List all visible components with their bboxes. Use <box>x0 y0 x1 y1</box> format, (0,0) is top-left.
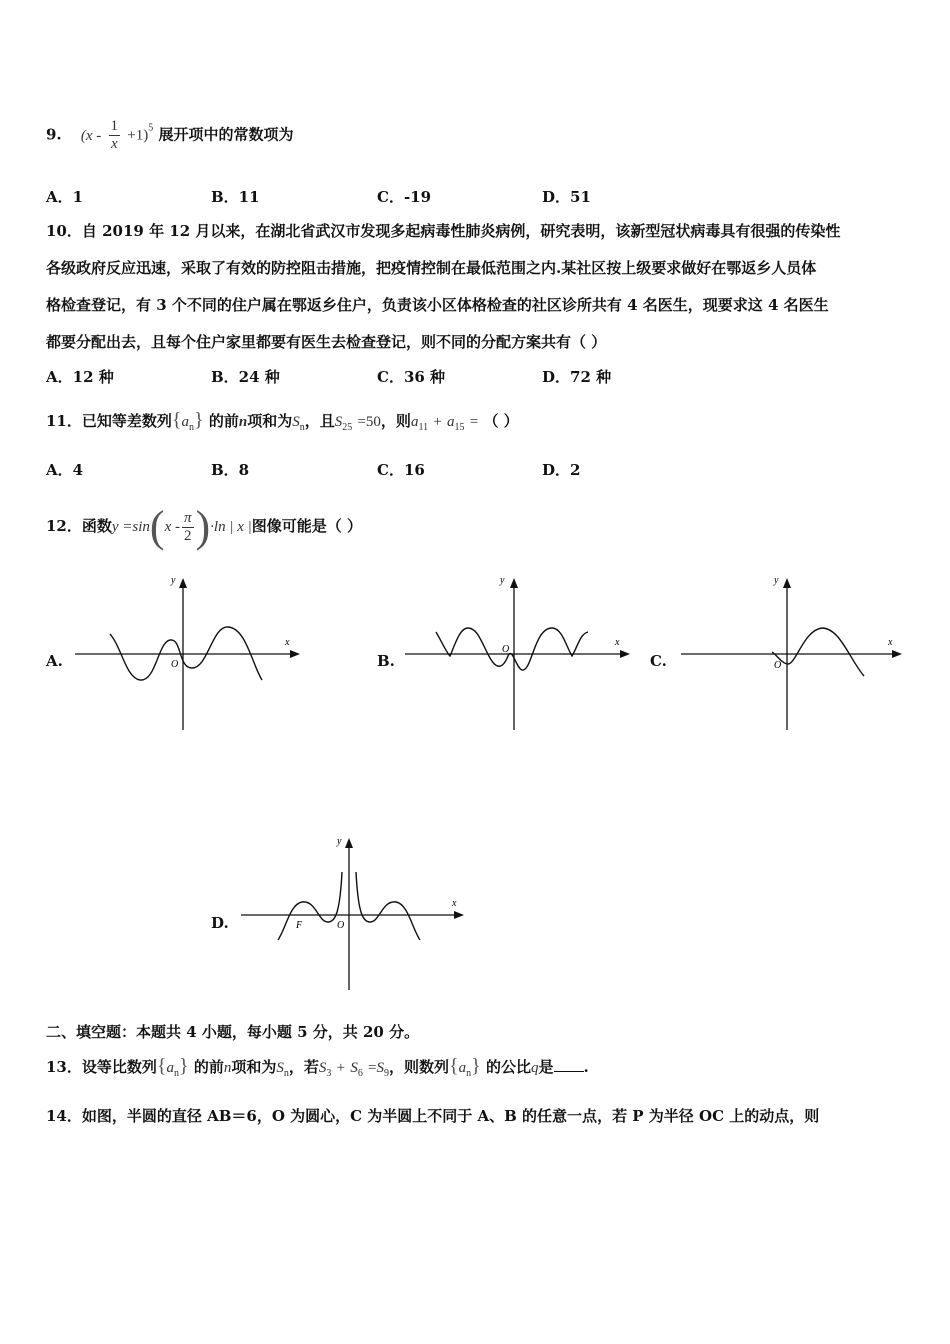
q12-pi-over-2: $\frac{\pi}{2}$ <box>183 509 192 544</box>
graph-d-origin: O <box>337 920 345 931</box>
graph-d-y-label: y <box>337 836 342 847</box>
q9-option-d[interactable]: D．51 <box>542 188 591 206</box>
q13-answer-blank[interactable] <box>554 1057 584 1072</box>
arrow-icon <box>345 838 353 848</box>
graph-a[interactable] <box>70 572 310 734</box>
q10-option-c[interactable]: C．36 种 <box>377 368 446 386</box>
graph-d-curve-right <box>356 872 420 940</box>
q10-line-4: 都要分配出去，且每个住户家里都要有医生去检查登记，则不同的分配方案共有（ ） <box>46 333 607 351</box>
q9-expr-open: (x - <box>80 127 102 144</box>
graph-d-label[interactable]: D. <box>211 914 229 932</box>
q11-option-c[interactable]: C．16 <box>377 461 425 479</box>
q11-s25: S <box>334 414 343 430</box>
graph-b-curve <box>436 628 588 670</box>
arrow-icon <box>892 650 902 658</box>
q9-option-c[interactable]: C．-19 <box>377 188 432 206</box>
q9-stem <box>46 118 294 153</box>
q13-number: 13．设等比数列 <box>46 1058 157 1076</box>
q11-option-a[interactable]: A．4 <box>46 461 84 479</box>
q10-option-b[interactable]: B．24 种 <box>211 368 280 386</box>
graph-b-origin: O <box>502 644 510 655</box>
q10-line-2: 各级政府反应迅速，采取了有效的防控阻击措施，把疫情控制在最低范围之内.某社区按上级要求做好在鄂返乡人员体 <box>46 259 817 277</box>
arrow-icon <box>179 578 187 588</box>
q11-sn: S <box>292 414 300 430</box>
graph-a-origin: O <box>171 659 179 670</box>
graph-c-curve <box>772 628 864 676</box>
graph-d[interactable] <box>236 832 476 994</box>
q13-stem: 13．设等比数列$\{a_n\}$ 的前n项和为$S_n$，若$S_3 + S_6 =S_9$，则数列$\{a_n\}$ 的公比q是 . <box>46 1055 589 1079</box>
graph-c-x-label: x <box>888 637 893 648</box>
q9-exponent: 5 <box>148 122 154 134</box>
q9-fraction: $\frac{1}{x}$ <box>110 118 119 152</box>
q10-line-1: 10．自 2019 年 12 月以来，在湖北省武汉市发现多起病毒性肺炎病例，研究表明，该新型冠状病毒具有很强的传染性 <box>46 222 841 240</box>
arrow-icon <box>510 578 518 588</box>
graph-b-x-label: x <box>615 637 620 648</box>
q9-expr-close: +1) <box>127 127 149 144</box>
arrow-icon <box>620 650 630 658</box>
arrow-icon <box>290 650 300 658</box>
arrow-icon <box>454 911 464 919</box>
graph-c-origin: O <box>774 660 782 671</box>
graph-a-x-label: x <box>285 637 290 648</box>
graph-d-x-label: x <box>452 898 457 909</box>
q10-line-3: 格检查登记，有 3 个不同的住户属在鄂返乡住户，负责该小区体格检查的社区诊所共有 4 名医生，现要求这 4 名医生 <box>46 296 829 314</box>
q12-stem: 12．函数y =sin(x - $\frac{\pi}{2}$ )·ln | x |图像可能是（ ） <box>46 502 362 551</box>
graph-a-y-label: y <box>171 575 176 586</box>
graph-b[interactable] <box>400 572 640 734</box>
arrow-icon <box>783 578 791 588</box>
graph-a-label[interactable]: A. <box>46 652 63 670</box>
graph-c-label[interactable]: C. <box>650 652 667 670</box>
q12-y-eq: y =sin <box>111 519 150 535</box>
graph-c-y-label: y <box>774 575 779 586</box>
q10-option-d[interactable]: D．72 种 <box>542 368 612 386</box>
q11-stem: 11．已知等差数列$\{a_n\}$ 的前n项和为$S_n$，且$S_{25} =50$，则$a_{11} + a_{15}$ = （ ） <box>46 409 519 433</box>
graph-c[interactable] <box>676 572 916 734</box>
q10-option-a[interactable]: A．12 种 <box>46 368 114 386</box>
section-2-title: 二、填空题：本题共 4 小题，每小题 5 分，共 20 分。 <box>46 1023 420 1041</box>
q9-option-b[interactable]: B．11 <box>211 188 260 206</box>
q11-option-b[interactable]: B．8 <box>211 461 250 479</box>
q11-number: 11．已知等差数列 <box>46 412 172 430</box>
graph-b-label[interactable]: B. <box>377 652 395 670</box>
q11-an: a <box>181 414 189 430</box>
q9-option-a[interactable]: A．1 <box>46 188 84 206</box>
q12-text: 图像可能是（ ） <box>251 517 362 535</box>
graph-d-f-label: F <box>296 920 303 931</box>
graph-d-curve-left <box>278 872 345 940</box>
q14-stem: 14．如图，半圆的直径 AB＝6，O 为圆心，C 为半圆上不同于 A、B 的任意一点，若 P 为半径 OC 上的动点，则 <box>46 1107 820 1125</box>
q9-text: 展开项中的常数项为 <box>158 125 294 144</box>
q12-number: 12．函数 <box>46 517 112 535</box>
graph-b-y-label: y <box>500 575 505 586</box>
q9-number: 9. <box>46 125 62 144</box>
q11-option-d[interactable]: D．2 <box>542 461 581 479</box>
